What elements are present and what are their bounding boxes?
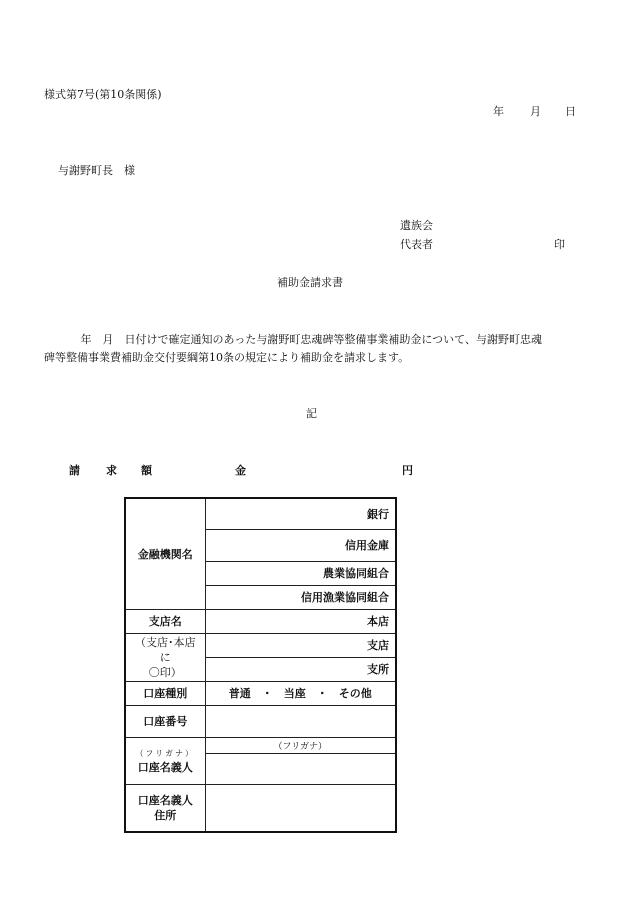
addressee: 与謝野町長 様 — [58, 164, 135, 177]
date-month: 月 — [530, 105, 541, 118]
financial-institution-label: 金融機関名 — [125, 498, 205, 609]
bank-account-table — [124, 497, 397, 833]
date-year: 年 — [493, 105, 504, 118]
branch-type-main[interactable]: 本店 — [205, 609, 396, 633]
seal-mark: 印 — [554, 238, 565, 251]
amount-label-2: 求 — [106, 464, 117, 477]
amount-label-3: 額 — [141, 464, 152, 477]
furigana-header: （フリガナ） — [205, 737, 396, 753]
account-type-label: 口座種別 — [125, 681, 205, 705]
applicant-org: 遺族会 — [400, 219, 433, 232]
institution-type-gyokyo[interactable]: 信用漁業協同組合 — [205, 585, 396, 609]
branch-type-office[interactable]: 支所 — [205, 657, 396, 681]
date-row — [493, 103, 576, 119]
amount-yen: 円 — [402, 464, 413, 477]
branch-note: （支店･本店に 〇印） — [125, 633, 205, 681]
document-title: 補助金請求書 — [277, 276, 343, 289]
amount-label-1: 請 — [69, 464, 80, 477]
branch-type-branch[interactable]: 支店 — [205, 633, 396, 657]
holder-label: 口座名義人 — [137, 760, 193, 774]
holder-address-label: 口座名義人 住所 — [125, 784, 205, 832]
account-number-label: 口座番号 — [125, 705, 205, 737]
ki-heading: 記 — [306, 407, 317, 420]
holder-kana-small: （フリガナ） — [135, 748, 196, 758]
amount-kin: 金 — [235, 464, 246, 477]
date-day: 日 — [565, 105, 576, 118]
holder-address-field[interactable] — [205, 784, 396, 832]
account-number-field[interactable] — [205, 705, 396, 737]
form-number: 様式第7号(第10条関係) — [44, 88, 162, 101]
branch-label: 支店名 — [125, 609, 205, 633]
institution-type-nokyo[interactable]: 農業協同組合 — [205, 561, 396, 585]
holder-name-field[interactable] — [205, 753, 396, 784]
account-type-options[interactable]: 普通 ・ 当座 ・ その他 — [205, 681, 396, 705]
institution-type-bank[interactable]: 銀行 — [205, 498, 396, 529]
body-line-2: 碑等整備事業費補助金交付要綱第10条の規定により補助金を請求します。 — [44, 351, 410, 364]
institution-type-shinkin[interactable]: 信用金庫 — [205, 529, 396, 561]
body-line-1: 年 月 日付けで確定通知のあった与謝野町忠魂碑等整備事業補助金について、与謝野町忠魂 — [66, 333, 542, 346]
holder-label-cell — [125, 737, 205, 784]
applicant-rep: 代表者 — [400, 238, 433, 251]
